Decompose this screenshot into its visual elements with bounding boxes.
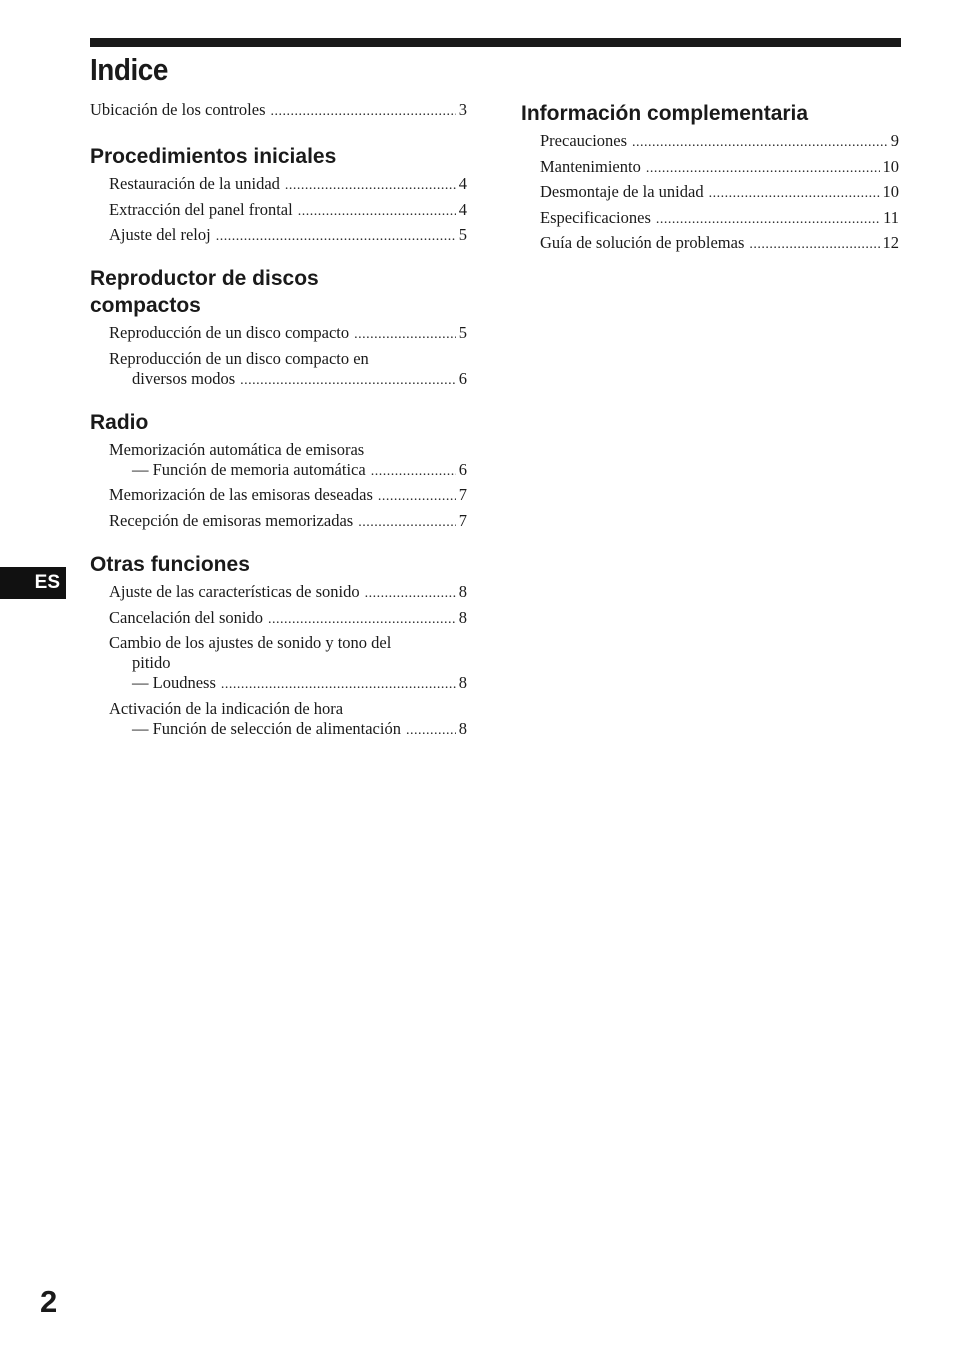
toc-entry-continuation: diversos modos: [132, 368, 236, 388]
toc-entry-page: 9: [890, 131, 899, 150]
dot-leader: [378, 487, 456, 507]
toc-entry[interactable]: [521, 131, 899, 153]
toc-entry-label: Especificaciones: [540, 207, 651, 227]
section-heading: Reproductor de discos compactos: [90, 267, 319, 318]
dot-leader: [749, 235, 879, 255]
toc-entry-label: Restauración de la unidad: [109, 174, 280, 193]
toc-entry-label: Ajuste del reloj: [109, 225, 211, 245]
section-heading: Otras funciones: [90, 552, 250, 576]
toc-entry[interactable]: [90, 485, 467, 507]
toc-entry-page: 10: [882, 182, 899, 202]
toc-entry-page: 8: [458, 607, 467, 627]
dot-leader: [354, 325, 456, 345]
toc-entry-continuation: — Función de memoria automática: [132, 459, 366, 479]
toc-entry[interactable]: [90, 582, 467, 604]
dot-leader: [406, 721, 456, 741]
top-rule: [90, 38, 901, 47]
dot-leader: [632, 133, 888, 153]
toc-entry-label: Precauciones: [540, 131, 628, 150]
section-procedimientos: [90, 143, 467, 247]
dot-leader: [285, 176, 456, 196]
toc-entry-page: 8: [458, 673, 467, 693]
toc-entry-page: 6: [458, 368, 467, 388]
dot-leader: [221, 675, 456, 695]
toc-entry-label: Ubicación de los controles: [90, 100, 266, 119]
toc-entry[interactable]: [90, 323, 467, 345]
toc-entry-label: Extracción del panel frontal: [109, 199, 293, 219]
section-informacion: [521, 100, 899, 255]
toc-entry[interactable]: [521, 157, 899, 179]
dot-leader: [298, 202, 456, 222]
section-heading: Procedimientos iniciales: [90, 145, 337, 168]
toc-entry-label: Memorización de las emisoras deseadas: [109, 485, 373, 505]
toc-entry[interactable]: [90, 225, 467, 247]
toc-entry-continuation: pitido: [132, 653, 171, 673]
toc-entry-label: Recepción de emisoras memorizadas: [109, 510, 354, 530]
toc-entry[interactable]: [521, 182, 899, 204]
toc-entry-continuation: — Función de selección de alimentación: [132, 718, 401, 738]
dot-leader: [240, 371, 456, 391]
section-reproductor: [90, 265, 467, 391]
section-heading: Información complementaria: [521, 102, 809, 125]
toc-entry-page: 8: [458, 718, 467, 738]
toc-entry-page: 10: [882, 156, 899, 176]
toc-entry[interactable]: [90, 608, 467, 630]
toc-entry[interactable]: [90, 633, 467, 695]
toc-entry-label: Desmontaje de la unidad: [540, 182, 704, 202]
toc-entry-label: Activación de la indicación de hora: [109, 698, 344, 718]
toc-entry-page: 5: [458, 225, 467, 245]
toc-entry-label: Reproducción de un disco compacto: [109, 323, 350, 343]
toc-entry-page: 5: [458, 323, 467, 343]
toc-entry-label: Guía de solución de problemas: [540, 233, 745, 253]
toc-entry-page: 4: [458, 199, 467, 219]
toc-right-column: [521, 100, 899, 273]
dot-leader: [656, 210, 880, 230]
toc-entry-page: 11: [883, 207, 899, 227]
toc-entry-page: 7: [458, 485, 467, 505]
section-otras: [90, 551, 467, 741]
dot-leader: [371, 462, 456, 482]
section-heading: Radio: [90, 410, 149, 434]
toc-entry[interactable]: [90, 511, 467, 533]
toc-entry-continuation: — Loudness: [132, 673, 216, 693]
toc-entry-page: 6: [458, 459, 467, 479]
toc-entry-page: 12: [882, 233, 899, 253]
section-radio: [90, 409, 467, 533]
toc-entry-page: 3: [458, 100, 467, 119]
dot-leader: [365, 584, 456, 604]
toc-entry-label: Cancelación del sonido: [109, 607, 263, 627]
toc-entry[interactable]: [521, 208, 899, 230]
language-tab: ES: [0, 567, 66, 599]
toc-entry-label: Ajuste de las características de sonido: [109, 581, 360, 601]
dot-leader: [216, 227, 456, 247]
dot-leader: [268, 610, 456, 630]
toc-entry-ubicacion[interactable]: [90, 100, 467, 122]
toc-entry[interactable]: [90, 349, 467, 391]
toc-entry-page: 4: [458, 174, 467, 193]
toc-entry[interactable]: [90, 200, 467, 222]
toc-entry-label: Memorización automática de emisoras: [109, 439, 365, 459]
toc-entry-page: 7: [458, 510, 467, 530]
page-number: 2: [40, 1284, 58, 1319]
dot-leader: [358, 513, 456, 533]
toc-entry-label: Reproducción de un disco compacto en: [109, 348, 369, 368]
toc-entry[interactable]: [90, 174, 467, 196]
toc-entry[interactable]: [521, 233, 899, 255]
toc-entry-page: 8: [458, 581, 467, 601]
toc-entry-label: Cambio de los ajustes de sonido y tono del: [109, 633, 392, 653]
dot-leader: [271, 102, 456, 122]
toc-entry[interactable]: [90, 699, 467, 741]
toc-entry-label: Mantenimiento: [540, 156, 641, 176]
toc-entry[interactable]: [90, 440, 467, 482]
dot-leader: [709, 184, 880, 204]
page-title: Indice: [90, 52, 168, 87]
dot-leader: [646, 159, 880, 179]
toc-left-column: [90, 100, 467, 759]
